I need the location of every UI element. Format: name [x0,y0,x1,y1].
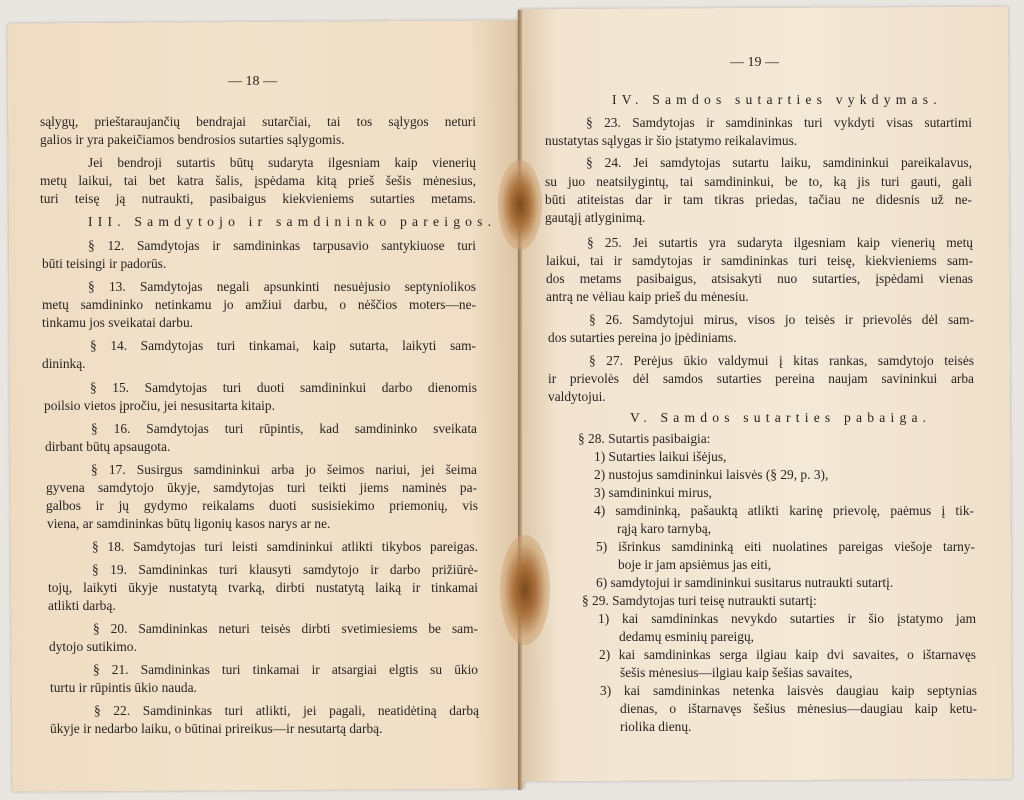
text-line: dytojo sutikimo. [49,639,137,654]
text-line: dos sutarties pereina jo įpėdiniams. [548,330,737,345]
text-line: § 19. Samdininkas turi klausyti samdytojo ir darbo prižiūrė- [92,562,478,577]
text-line: 2) nustojus samdininkui laisvės (§ 29, p. 3), [594,467,829,482]
text-line: tojų, laikyti ūkyje nustatytą tvarką, dirbti nustatytą laiką ir tinkamai [48,580,478,595]
text-line: § 22. Samdininkas turi atlikti, jei pagali, neatidėtiną darbą [94,703,479,718]
text-line: turtu ir rūpintis ūkio nauda. [50,680,197,695]
text-line: § 21. Samdininkas turi tinkamai ir atsargiai elgtis su ūkio [93,662,478,677]
text-line: ūkyje ir nedarbo laiku, o būtinai prireikus—ir nesutartą darbą. [50,721,383,736]
text-line: 4) samdininką, pašauktą atlikti karinę prievolę, paėmus į tik- [594,503,974,518]
text-line: § 12. Samdytojas ir samdininkas tarpusavio santykiuose turi [88,238,476,253]
stain [500,535,550,645]
text-line: turi teisę ją nutraukti, pasibaigus kiekvieniems sutarties metams. [40,191,476,206]
text-line: 1) Sutarties laikui išėjus, [594,449,727,464]
text-line: § 20. Samdininkas neturi teisės dirbti svetimiesiems be sam- [93,621,478,636]
page-number-right: — 19 — [730,55,779,70]
text-line: gautąjį atlyginimą. [545,210,646,225]
section-heading: IV. Samdos sutarties vykdymas. [612,92,942,107]
text-line: 3) samdininkui mirus, [594,485,712,500]
text-line: gyvena samdytojo ūkyje, samdytojas turi teikti jiems naminės pa- [46,480,477,495]
text-line: šešis mėnesius—ilgiau kaip šešias savaites, [620,665,853,680]
text-line: dedamų esminių pareigų, [619,629,754,644]
text-line: būti atiteistas dar ir tam tikras priedas, tačiau ne didesnis už ne- [545,192,972,207]
text-line: § 24. Jei samdytojas sutartu laiku, samdininkui pareikalavus, [586,155,972,170]
text-line: viena, ar samdininkas būtų ligonių kasos narys ar ne. [47,516,331,531]
text-line: § 17. Susirgus samdininkui arba jo šeimos nariui, jei šeima [91,462,477,477]
text-line: metų samdininko netinkamu jo amžiui darbu, o nėščios moters—ne- [42,297,476,312]
text-line: § 23. Samdytojas ir samdininkas turi vykdyti visas sutartimi [586,115,972,130]
text-line: 3) kai samdininkas netenka laisvės daugiau kaip septynias [600,683,977,698]
text-line: dienas, o ištarnavęs šešius mėnesius—daugiau kaip ketu- [620,701,977,716]
stain [498,160,542,250]
text-line: galios ir yra pakeičiamos bendrosios sutarties sąlygomis. [40,132,345,147]
text-line: 5) išrinkus samdininką eiti nuolatines pareigas viešoje tarny- [596,539,975,554]
text-line: 6) samdytojui ir samdininkui susitarus nutraukti sutartį. [596,575,894,590]
text-line: § 28. Sutartis pasibaigia: [578,431,711,446]
text-line: § 15. Samdytojas turi duoti samdininkui darbo dienomis [90,380,477,395]
text-line: metų laikui, tai bet katra šalis, įspėdama kitą prieš šešis mėnesius, [40,173,476,188]
text-line: laikui, tai ir samdytojas ir samdininkas turi teisę, kiekvieniems sam- [546,253,973,268]
text-line: § 14. Samdytojas turi tinkamai, kaip sutarta, laikyti sam- [90,338,476,353]
text-line: atlikti darbą. [48,598,116,613]
section-heading: III. Samdytojo ir samdininko pareigos. [88,214,497,229]
text-line: dos metams pasibaigus, atsisakyti nuo sutarties, įspėdami vienas [546,271,973,286]
text-line: antrą ne vėliau kaip prieš du mėnesiu. [546,289,749,304]
text-line: boje ir jam apsiėmus jas eiti, [618,557,772,572]
text-line: § 18. Samdytojas turi leisti samdininkui atlikti tikybos pareigas. [92,539,478,554]
text-line: § 27. Perėjus ūkio valdymui į kitas rankas, samdytojo teisės [589,353,974,368]
text-line: § 16. Samdytojas turi rūpintis, kad samdininko sveikata [91,421,477,436]
text-line: sąlygų, prieštaraujančių bendrajai sutarčiai, tai tos sąlygos neturi [40,114,476,129]
text-line: Jei bendroji sutartis būtų sudaryta ilgesniam kaip vienerių [88,155,476,170]
text-line: 1) kai samdininkas nevykdo sutarties ir šio įstatymo jam [598,611,976,626]
text-line: valdytojui. [548,389,606,404]
text-line: nustatytas sąlygas ir šio įstatymo reikalavimus. [545,133,798,148]
text-line: ir prievolės dėl samdos sutarties pereina naujam savininkui arba [548,371,974,386]
text-line: § 13. Samdytojas negali apsunkinti nesuėjusio septyniolikos [88,279,476,294]
text-line: tinkamu jos sveikatai darbu. [42,315,193,330]
text-line: § 26. Samdytojui mirus, visos jo teisės ir prievolės dėl sam- [589,312,974,327]
text-line: dininką. [42,356,86,371]
text-line: § 25. Jei sutartis yra sudaryta ilgesniam kaip vienerių metų [587,235,973,250]
text-line: 2) kai samdininkas serga ilgiau kaip dvi savaites, o ištarnavęs [599,647,976,662]
text-line: poilsio vietos įpročiu, jei nesusitarta kitaip. [44,398,275,413]
text-line: galbos ir jų gydymo reikalams duoti susisiekimo priemonių, vis [46,498,478,513]
text-line: riolika dienų. [620,719,692,734]
text-line: rąją karo tarnybą, [617,521,712,536]
text-line: būti teisingi ir padorūs. [42,256,167,271]
book-spine [518,10,522,790]
section-heading: V. Samdos sutarties pabaiga. [630,410,932,425]
text-line: su juo neatsilygintų, tai samdininkui, be to, ką jis turi gauti, gali [545,174,972,189]
text-line: § 29. Samdytojas turi teisę nutraukti sutartį: [582,593,817,608]
page-number-left: — 18 — [228,74,277,89]
text-line: dirbant būtų apsaugota. [45,439,171,454]
